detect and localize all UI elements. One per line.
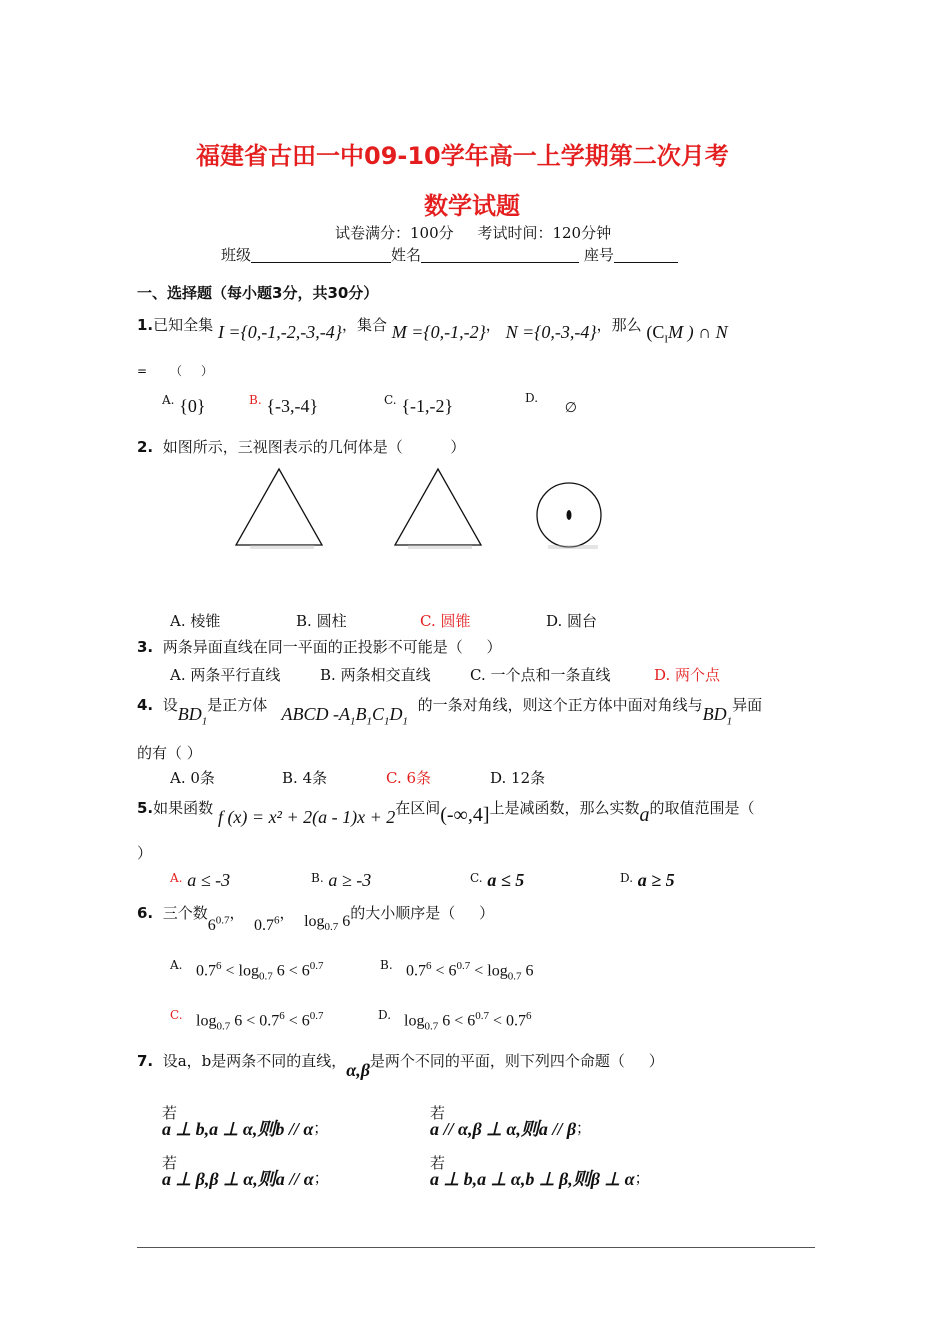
footer-rule <box>137 1247 815 1248</box>
class-label: 班级 <box>221 246 252 264</box>
q1-option-d[interactable]: D. ∅ <box>525 391 577 416</box>
q5-line-2: ） <box>137 844 153 862</box>
section-heading: 一、选择题（每小题3分，共30分） <box>137 284 379 302</box>
q3-option-d[interactable]: D. 两个点 <box>654 666 721 684</box>
q6-value-a: $6^{0.7}$ <box>207 914 230 934</box>
q1-option-a[interactable]: A. {0} <box>162 393 206 416</box>
exam-title: 福建省古田一中09-10学年高一上学期第二次月考 <box>196 142 729 170</box>
q7-prop-4: 若 a ⊥ b,a ⊥ α,b ⊥ β,则β ⊥ α； <box>430 1154 650 1189</box>
seat-label: 座号 <box>583 246 614 264</box>
exam-info: 试卷满分：100分 考试时间：120分钟 <box>335 224 612 242</box>
front-view-triangle <box>236 469 322 545</box>
q1-text-1: 已知全集 <box>153 316 214 334</box>
q6-option-c[interactable]: C. <box>170 1008 183 1022</box>
q6-option-b-value: $0.7^6 < 6^{0.7} < \log_{0.7} 6$ <box>406 960 534 983</box>
q4-line-2: 的有（ ） <box>137 744 202 762</box>
q6-line: 6. 三个数$6^{0.7}$， $0.7^6$， $\log_{0.7} 6$的大小顺序是（ ） <box>137 904 495 934</box>
name-label: 姓名 <box>391 246 422 264</box>
q1-set-M: M ={0,-1,-2} <box>391 322 486 342</box>
q3-option-c[interactable]: C. 一个点和一条直线 <box>470 666 611 684</box>
q5-option-a[interactable]: A. a ≤ -3 <box>170 870 231 890</box>
q1-expr: ($C_IM$ ) ∩ N <box>646 322 728 346</box>
q6-option-d-value: $\log_{0.7} 6 < 6^{0.7} < 0.7^6$ <box>404 1010 532 1033</box>
q7-line: 7. 设a，b是两条不同的直线，α,β是两个不同的平面，则下列四个命题（ ） <box>137 1052 664 1080</box>
q1-option-b[interactable]: B. {-3,-4} <box>249 393 319 416</box>
q4-option-c[interactable]: C. 6条 <box>386 769 432 787</box>
q5-option-b[interactable]: B. a ≥ -3 <box>311 870 372 890</box>
class-blank[interactable] <box>251 246 391 263</box>
q1-set-N: N ={0,-3,-4} <box>505 322 597 342</box>
q1-set-I: I ={0,-1,-2,-3,-4} <box>217 322 342 342</box>
q6-option-d[interactable]: D. <box>378 1008 392 1022</box>
q5-option-c[interactable]: C. a ≤ 5 <box>470 870 525 890</box>
q4-cube: ABCD $-A_1B_1C_1D_1$ <box>281 704 409 728</box>
q2-option-a[interactable]: A. 棱锥 <box>170 612 221 630</box>
q1-equals: = （ ） <box>137 364 214 378</box>
q6-option-a-value: $0.7^6 < \log_{0.7} 6 < 6^{0.7}$ <box>196 960 324 983</box>
q4-bd1: $BD_1$ <box>177 704 208 728</box>
exam-subtitle: 数学试题 <box>424 192 520 220</box>
q7-prop-2: 若 a // α,β ⊥ α,则a // β； <box>430 1104 592 1139</box>
q6-option-b[interactable]: B. <box>380 958 393 972</box>
q1-option-c[interactable]: C. {-1,-2} <box>384 393 454 416</box>
q3-option-a[interactable]: A. 两条平行直线 <box>170 666 281 684</box>
q4-line: 4. 设$BD_1$是正方体 ABCD $-A_1B_1C_1D_1$ 的一条对角线，则这个正方体中面对角线与$BD_1$异面 <box>137 696 763 728</box>
q5-option-d[interactable]: D. a ≥ 5 <box>620 870 675 890</box>
q6-value-b: $0.7^6$ <box>254 914 280 934</box>
q1-number: 1. <box>137 316 154 334</box>
q1-text-4: ，那么 <box>596 316 642 334</box>
three-view-figure <box>230 465 630 555</box>
q6-option-a[interactable]: A. <box>170 958 183 972</box>
seat-blank[interactable] <box>614 246 678 263</box>
top-view-center-dot <box>567 510 572 520</box>
q4-option-b[interactable]: B. 4条 <box>282 769 328 787</box>
q4-option-d[interactable]: D. 12条 <box>490 769 546 787</box>
q3-line: 3. 两条异面直线在同一平面的正投影不可能是（ ） <box>137 638 502 656</box>
q3-option-b[interactable]: B. 两条相交直线 <box>320 666 431 684</box>
q2-option-d[interactable]: D. 圆台 <box>546 612 598 630</box>
q2-option-c[interactable]: C. 圆锥 <box>420 612 471 630</box>
q1-line <box>137 314 728 346</box>
q6-option-c-value: $\log_{0.7} 6 < 0.7^6 < 6^{0.7}$ <box>196 1010 324 1033</box>
q2-option-b[interactable]: B. 圆柱 <box>296 612 347 630</box>
q4-option-a[interactable]: A. 0条 <box>170 769 215 787</box>
q5-line: 5.如果函数 f (x) = x² + 2(a - 1)x + 2在区间(-∞,4]上是减函数，那么实数a的取值范围是（ <box>137 799 755 827</box>
name-blank[interactable] <box>421 246 579 263</box>
student-info-line <box>221 244 678 265</box>
q5-function: f (x) = x² + 2(a - 1)x + 2 <box>217 807 396 827</box>
q5-interval: (-∞,4] <box>440 804 490 826</box>
q7-prop-3: 若 a ⊥ β,β ⊥ α,则a // α； <box>162 1154 329 1189</box>
q1-text-2: ，集合 <box>341 316 387 334</box>
q7-greek: α,β <box>346 1060 370 1080</box>
q7-prop-1: 若 a ⊥ b,a ⊥ α,则b // α； <box>162 1104 329 1139</box>
q1-text-3: ， <box>485 316 501 334</box>
q6-value-c: $\log_{0.7} 6$ <box>304 913 351 934</box>
side-view-triangle <box>395 469 481 545</box>
q2-line: 2. 如图所示，三视图表示的几何体是（ ） <box>137 438 466 456</box>
